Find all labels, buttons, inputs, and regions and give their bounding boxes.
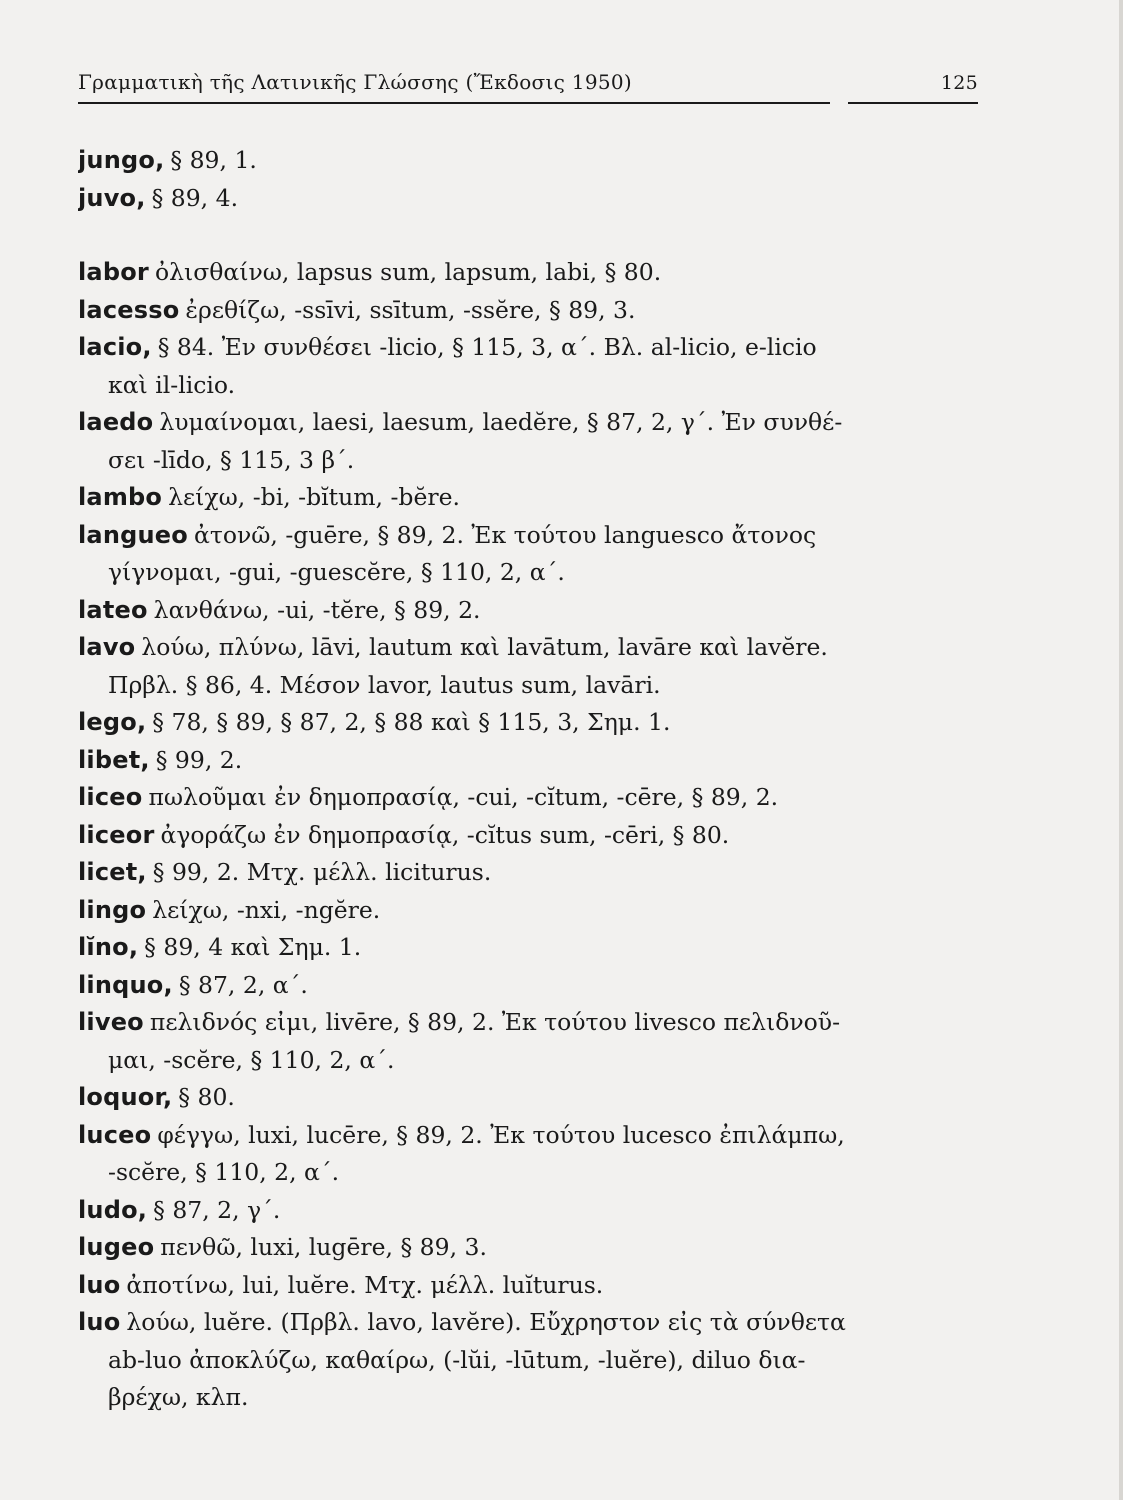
entry-first-line	[78, 1004, 978, 1042]
running-header	[78, 70, 978, 104]
entry-text: βρέχω, κλπ.	[108, 1383, 249, 1411]
entry-headword: jungo,	[78, 146, 165, 174]
entry-text: φέγγω, luxi, lucēre, § 89, 2. Ἐκ τούτου lucesco ἐπιλάμπω,	[157, 1120, 845, 1149]
entry-headword: liceo	[78, 783, 143, 811]
dictionary-entry	[78, 517, 978, 592]
entry-text: § 89, 4 καὶ Σημ. 1.	[144, 933, 362, 961]
entry-headword: lego,	[78, 708, 147, 736]
entry-first-line	[78, 742, 978, 780]
entry-headword: lingo	[78, 895, 147, 924]
entry-headword: laedo	[78, 408, 154, 436]
entry-text: γίγνομαι, -gui, -guescĕre, § 110, 2, α΄.	[108, 558, 565, 586]
entry-headword: lacio,	[78, 333, 152, 361]
entry-text: ὀλισθαίνω, lapsus sum, lapsum, labi, § 80.	[154, 258, 662, 286]
entry-continuation-line	[78, 1042, 978, 1080]
dictionary-entries	[78, 142, 978, 1417]
entry-text: § 80.	[178, 1083, 235, 1111]
entry-first-line	[78, 517, 978, 555]
entry-headword: ludo,	[78, 1195, 148, 1224]
entry-headword: liveo	[78, 1008, 144, 1036]
entry-first-line	[78, 142, 978, 180]
entry-text: -scĕre, § 110, 2, α΄.	[108, 1158, 340, 1186]
entry-first-line	[78, 1192, 978, 1230]
entry-first-line	[78, 254, 978, 292]
dictionary-entry	[78, 180, 978, 218]
entry-text: ἀγοράζω ἐν δημοπρασίᾳ, -cĭtus sum, -cēri, § 80.	[160, 820, 730, 849]
entry-text: § 78, § 89, § 87, 2, § 88 καὶ § 115, 3, Σημ. 1.	[152, 708, 671, 736]
entry-headword: juvo,	[78, 183, 146, 212]
dictionary-entry	[78, 292, 978, 330]
page-edge	[1119, 0, 1123, 1500]
entry-first-line	[78, 817, 978, 855]
entry-headword: licet,	[78, 858, 147, 886]
entry-text: ἀτονῶ, -guēre, § 89, 2. Ἐκ τούτου languesco ἄτονος	[193, 520, 817, 549]
entry-text: § 87, 2, γ΄.	[153, 1195, 281, 1224]
entry-headword: luo	[78, 1308, 121, 1336]
dictionary-entry	[78, 1192, 978, 1230]
entry-headword: lambo	[78, 483, 163, 511]
entry-first-line	[78, 1267, 978, 1305]
entry-text: λείχω, -nxi, -ngĕre.	[152, 895, 381, 924]
page-number: 125	[940, 72, 978, 94]
header-rule-page	[848, 102, 978, 104]
entry-first-line	[78, 292, 978, 330]
entry-continuation-line	[78, 1342, 978, 1380]
header-title: Γραμματικὴ τῆς Λατινικῆς Γλώσσης (Ἔκδοσις 1950)	[78, 70, 633, 94]
dictionary-entry	[78, 1079, 978, 1117]
dictionary-entry	[78, 142, 978, 180]
dictionary-entry	[78, 592, 978, 630]
dictionary-entry	[78, 854, 978, 892]
entry-headword: lugeo	[78, 1233, 155, 1261]
dictionary-entry	[78, 742, 978, 780]
entry-text: λυμαίνομαι, laesi, laesum, laedĕre, § 87, 2, γ΄. Ἐν συνθέ-	[159, 408, 843, 436]
entry-continuation-line	[78, 442, 978, 480]
entry-text: ab-luo ἀποκλύζω, καθαίρω, (-lŭi, -lūtum, -luĕre), diluo δια-	[108, 1345, 806, 1374]
entry-text: πελιδνός εἰμι, livēre, § 89, 2. Ἐκ τούτου livesco πελιδνοῦ-	[149, 1008, 841, 1036]
entry-first-line	[78, 854, 978, 892]
entry-text: § 89, 1.	[170, 146, 257, 174]
entry-headword: lateo	[78, 595, 148, 624]
entry-headword: lĭno,	[78, 933, 139, 961]
dictionary-entry	[78, 1229, 978, 1267]
dictionary-entry	[78, 479, 978, 517]
dictionary-entry	[78, 967, 978, 1005]
dictionary-entry	[78, 817, 978, 855]
entry-first-line	[78, 704, 978, 742]
header-rule	[78, 102, 830, 104]
entry-first-line	[78, 592, 978, 630]
dictionary-entry	[78, 1304, 978, 1417]
entry-first-line	[78, 1117, 978, 1155]
dictionary-entry	[78, 1267, 978, 1305]
dictionary-entry	[78, 1117, 978, 1192]
entry-text: πενθῶ, luxi, lugēre, § 89, 3.	[160, 1233, 487, 1261]
entry-text: λούω, πλύνω, lāvi, lautum καὶ lavātum, lavāre καὶ lavĕre.	[141, 633, 828, 661]
entry-text: § 84. Ἐν συνθέσει -licio, § 115, 3, α΄. Βλ. al-licio, e-licio	[157, 333, 817, 361]
entry-text: § 87, 2, α΄.	[178, 970, 308, 999]
entry-first-line	[78, 967, 978, 1005]
entry-headword: luceo	[78, 1120, 152, 1149]
dictionary-entry	[78, 1004, 978, 1079]
entry-text: μαι, -scĕre, § 110, 2, α΄.	[108, 1045, 395, 1074]
entry-headword: lacesso	[78, 295, 180, 324]
entry-headword: labor	[78, 258, 149, 286]
entry-first-line	[78, 892, 978, 930]
entry-first-line	[78, 1304, 978, 1342]
entry-continuation-line	[78, 667, 978, 705]
entry-first-line	[78, 404, 978, 442]
entry-continuation-line	[78, 1379, 978, 1417]
entry-text: λείχω, -bi, -bĭtum, -bĕre.	[168, 483, 460, 511]
entry-headword: luo	[78, 1270, 121, 1299]
entry-headword: loquor,	[78, 1083, 173, 1111]
entry-headword: linquo,	[78, 970, 173, 999]
dictionary-entry	[78, 329, 978, 404]
entry-headword: lavo	[78, 633, 136, 661]
entry-text: ἀποτίνω, lui, luĕre. Μτχ. μέλλ. luĭturus.	[126, 1270, 604, 1299]
dictionary-entry	[78, 629, 978, 704]
entry-first-line	[78, 629, 978, 667]
entry-continuation-line	[78, 1154, 978, 1192]
entry-first-line	[78, 929, 978, 967]
entry-first-line	[78, 180, 978, 218]
dictionary-entry	[78, 892, 978, 930]
entry-first-line	[78, 1229, 978, 1267]
entry-text: λούω, luĕre. (Πρβλ. lavo, lavĕre). Εὔχρηστον εἰς τὰ σύνθετα	[126, 1308, 846, 1336]
entry-text: πωλοῦμαι ἐν δημοπρασίᾳ, -cui, -cĭtum, -cēre, § 89, 2.	[148, 783, 779, 811]
entry-text: καὶ il-licio.	[108, 370, 236, 399]
entry-continuation-line	[78, 554, 978, 592]
dictionary-entry	[78, 404, 978, 479]
entry-headword: langueo	[78, 520, 188, 549]
entry-text: § 99, 2. Μτχ. μέλλ. liciturus.	[152, 858, 492, 886]
entry-text: λανθάνω, -ui, -tĕre, § 89, 2.	[153, 595, 481, 624]
dictionary-entry	[78, 254, 978, 292]
entry-continuation-line	[78, 367, 978, 405]
entry-first-line	[78, 329, 978, 367]
entry-text: σει -līdo, § 115, 3 β΄.	[108, 445, 355, 474]
entry-first-line	[78, 479, 978, 517]
entry-text: ἐρεθίζω, -ssīvi, ssītum, -ssĕre, § 89, 3.	[185, 295, 636, 324]
entry-headword: liceor	[78, 820, 155, 849]
entry-headword: libet,	[78, 745, 150, 774]
entry-text: Πρβλ. § 86, 4. Μέσον lavor, lautus sum, lavāri.	[108, 670, 661, 699]
dictionary-entry	[78, 704, 978, 742]
entry-first-line	[78, 1079, 978, 1117]
dictionary-entry	[78, 779, 978, 817]
entry-text: § 89, 4.	[151, 183, 239, 212]
dictionary-entry	[78, 929, 978, 967]
entry-text: § 99, 2.	[155, 745, 243, 774]
entry-first-line	[78, 779, 978, 817]
